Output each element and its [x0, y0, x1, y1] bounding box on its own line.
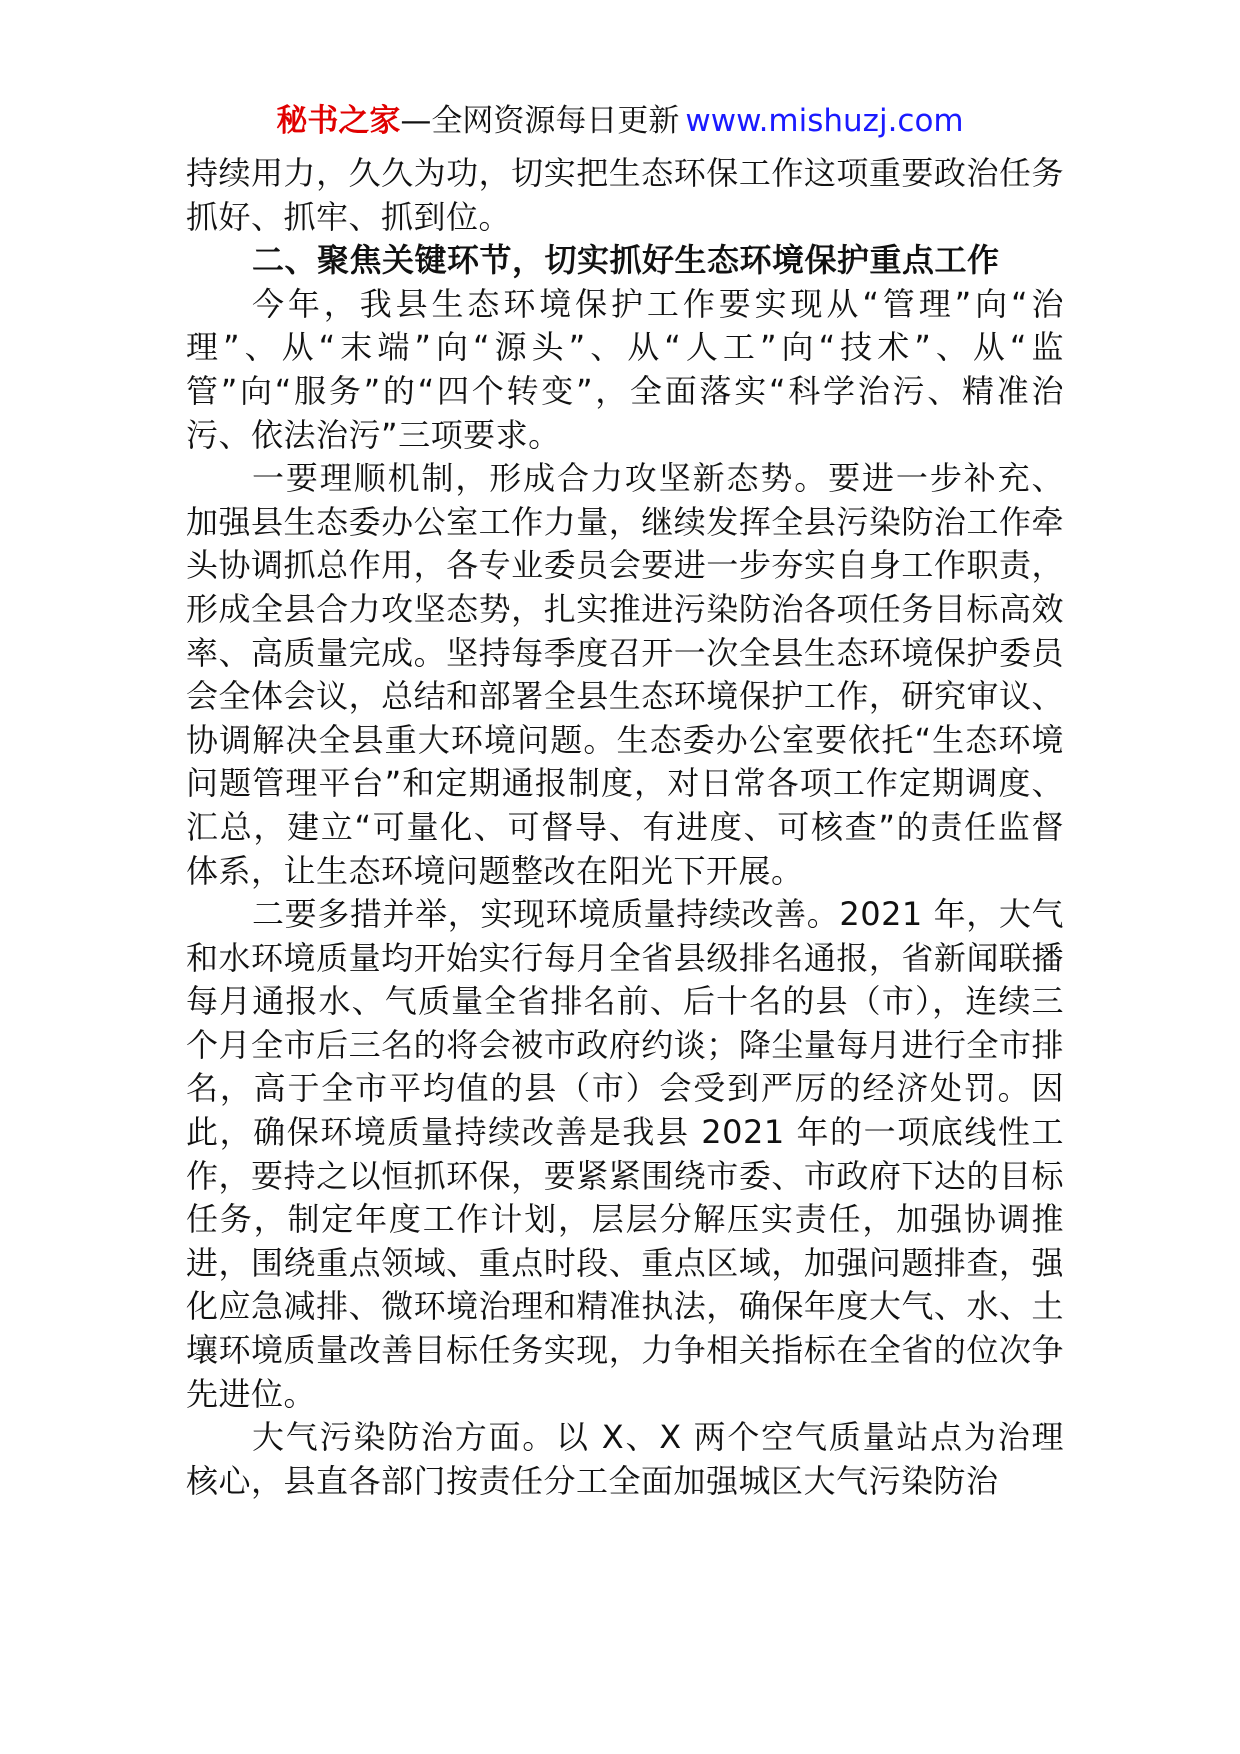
- document-body: [186, 152, 1064, 1503]
- body-paragraph: 今年，我县生态环境保护工作要实现从“管理”向“治理”、从“末端”向“源头”、从“人工”向“技术”、从“监管”向“服务”的“四个转变”，全面落实“科学治污、精准治污、依法治污”三项要求。: [186, 284, 1064, 454]
- section-heading: 二、聚焦关键环节，切实抓好生态环境保护重点工作: [252, 241, 1000, 280]
- body-paragraph: 一要理顺机制，形成合力攻坚新态势。要进一步补充、加强县生态委办公室工作力量，继续发挥全县污染防治工作牵头协调抓总作用，各专业委员会要进一步夯实自身工作职责，形成全县合力攻坚态势，扎实推进污染防治各项任务目标高效率、高质量完成。坚持每季度召开一次全县生态环境保护委员会全体会议，总结和部署全县生态环境保护工作，研究审议、协调解决全县重大环境问题。生态委办公室要依托“生态环境问题管理平台”和定期通报制度，对日常各项工作定期调度、汇总，建立“可量化、可督导、有进度、可核查”的责任监督体系，让生态环境问题整改在阳光下开展。: [186, 459, 1064, 890]
- page-header: [0, 98, 1240, 144]
- header-tagline: —全网资源每日更新: [400, 103, 680, 139]
- body-paragraph: 持续用力，久久为功，切实把生态环保工作这项重要政治任务抓好、抓牢、抓到位。: [186, 154, 1064, 236]
- header-brand: 秘书之家: [276, 103, 401, 139]
- header-site-link[interactable]: www.mishuzj.com: [685, 103, 964, 139]
- body-paragraph: 二要多措并举，实现环境质量持续改善。2021 年，大气和水环境质量均开始实行每月全省县级排名通报，省新闻联播每月通报水、气质量全省排名前、后十名的县（市），连续三个月全市后三名的将会被市政府约谈；降尘量每月进行全市排名，高于全市平均值的县（市）会受到严厉的经济处罚。因此，确保环境质量持续改善是我县 2021 年的一项底线性工作，要持之以恒抓环保，要紧紧围绕市委、市政府下达的目标任务，制定年度工作计划，层层分解压实责任，加强协调推进，围绕重点领域、重点时段、重点区域，加强问题排查，强化应急减排、微环境治理和精准执法，确保年度大气、水、土壤环境质量改善目标任务实现，力争相关指标在全省的位次争先进位。: [186, 895, 1064, 1413]
- body-paragraph: 大气污染防治方面。以 X、X 两个空气质量站点为治理核心，县直各部门按责任分工全面加强城区大气污染防治: [186, 1418, 1064, 1500]
